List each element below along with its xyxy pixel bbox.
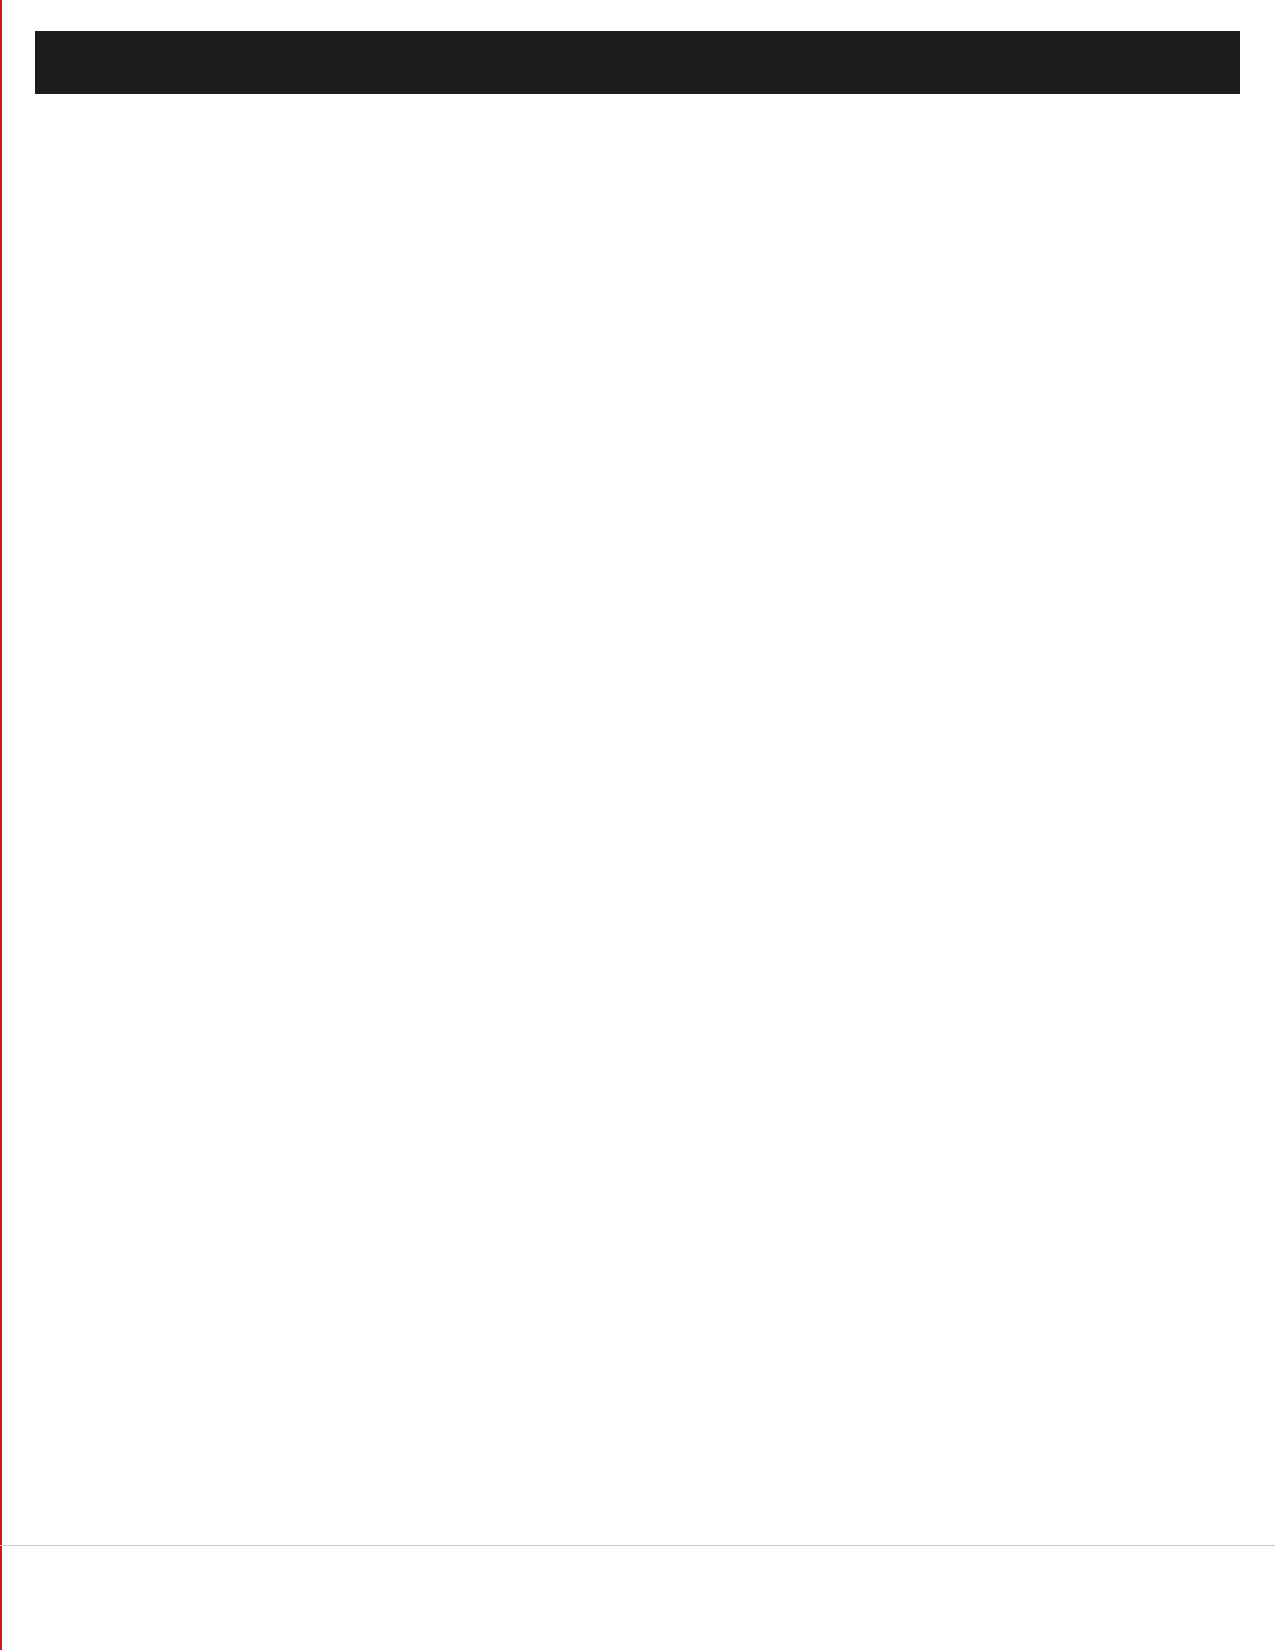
footer-rule — [0, 1545, 1275, 1546]
